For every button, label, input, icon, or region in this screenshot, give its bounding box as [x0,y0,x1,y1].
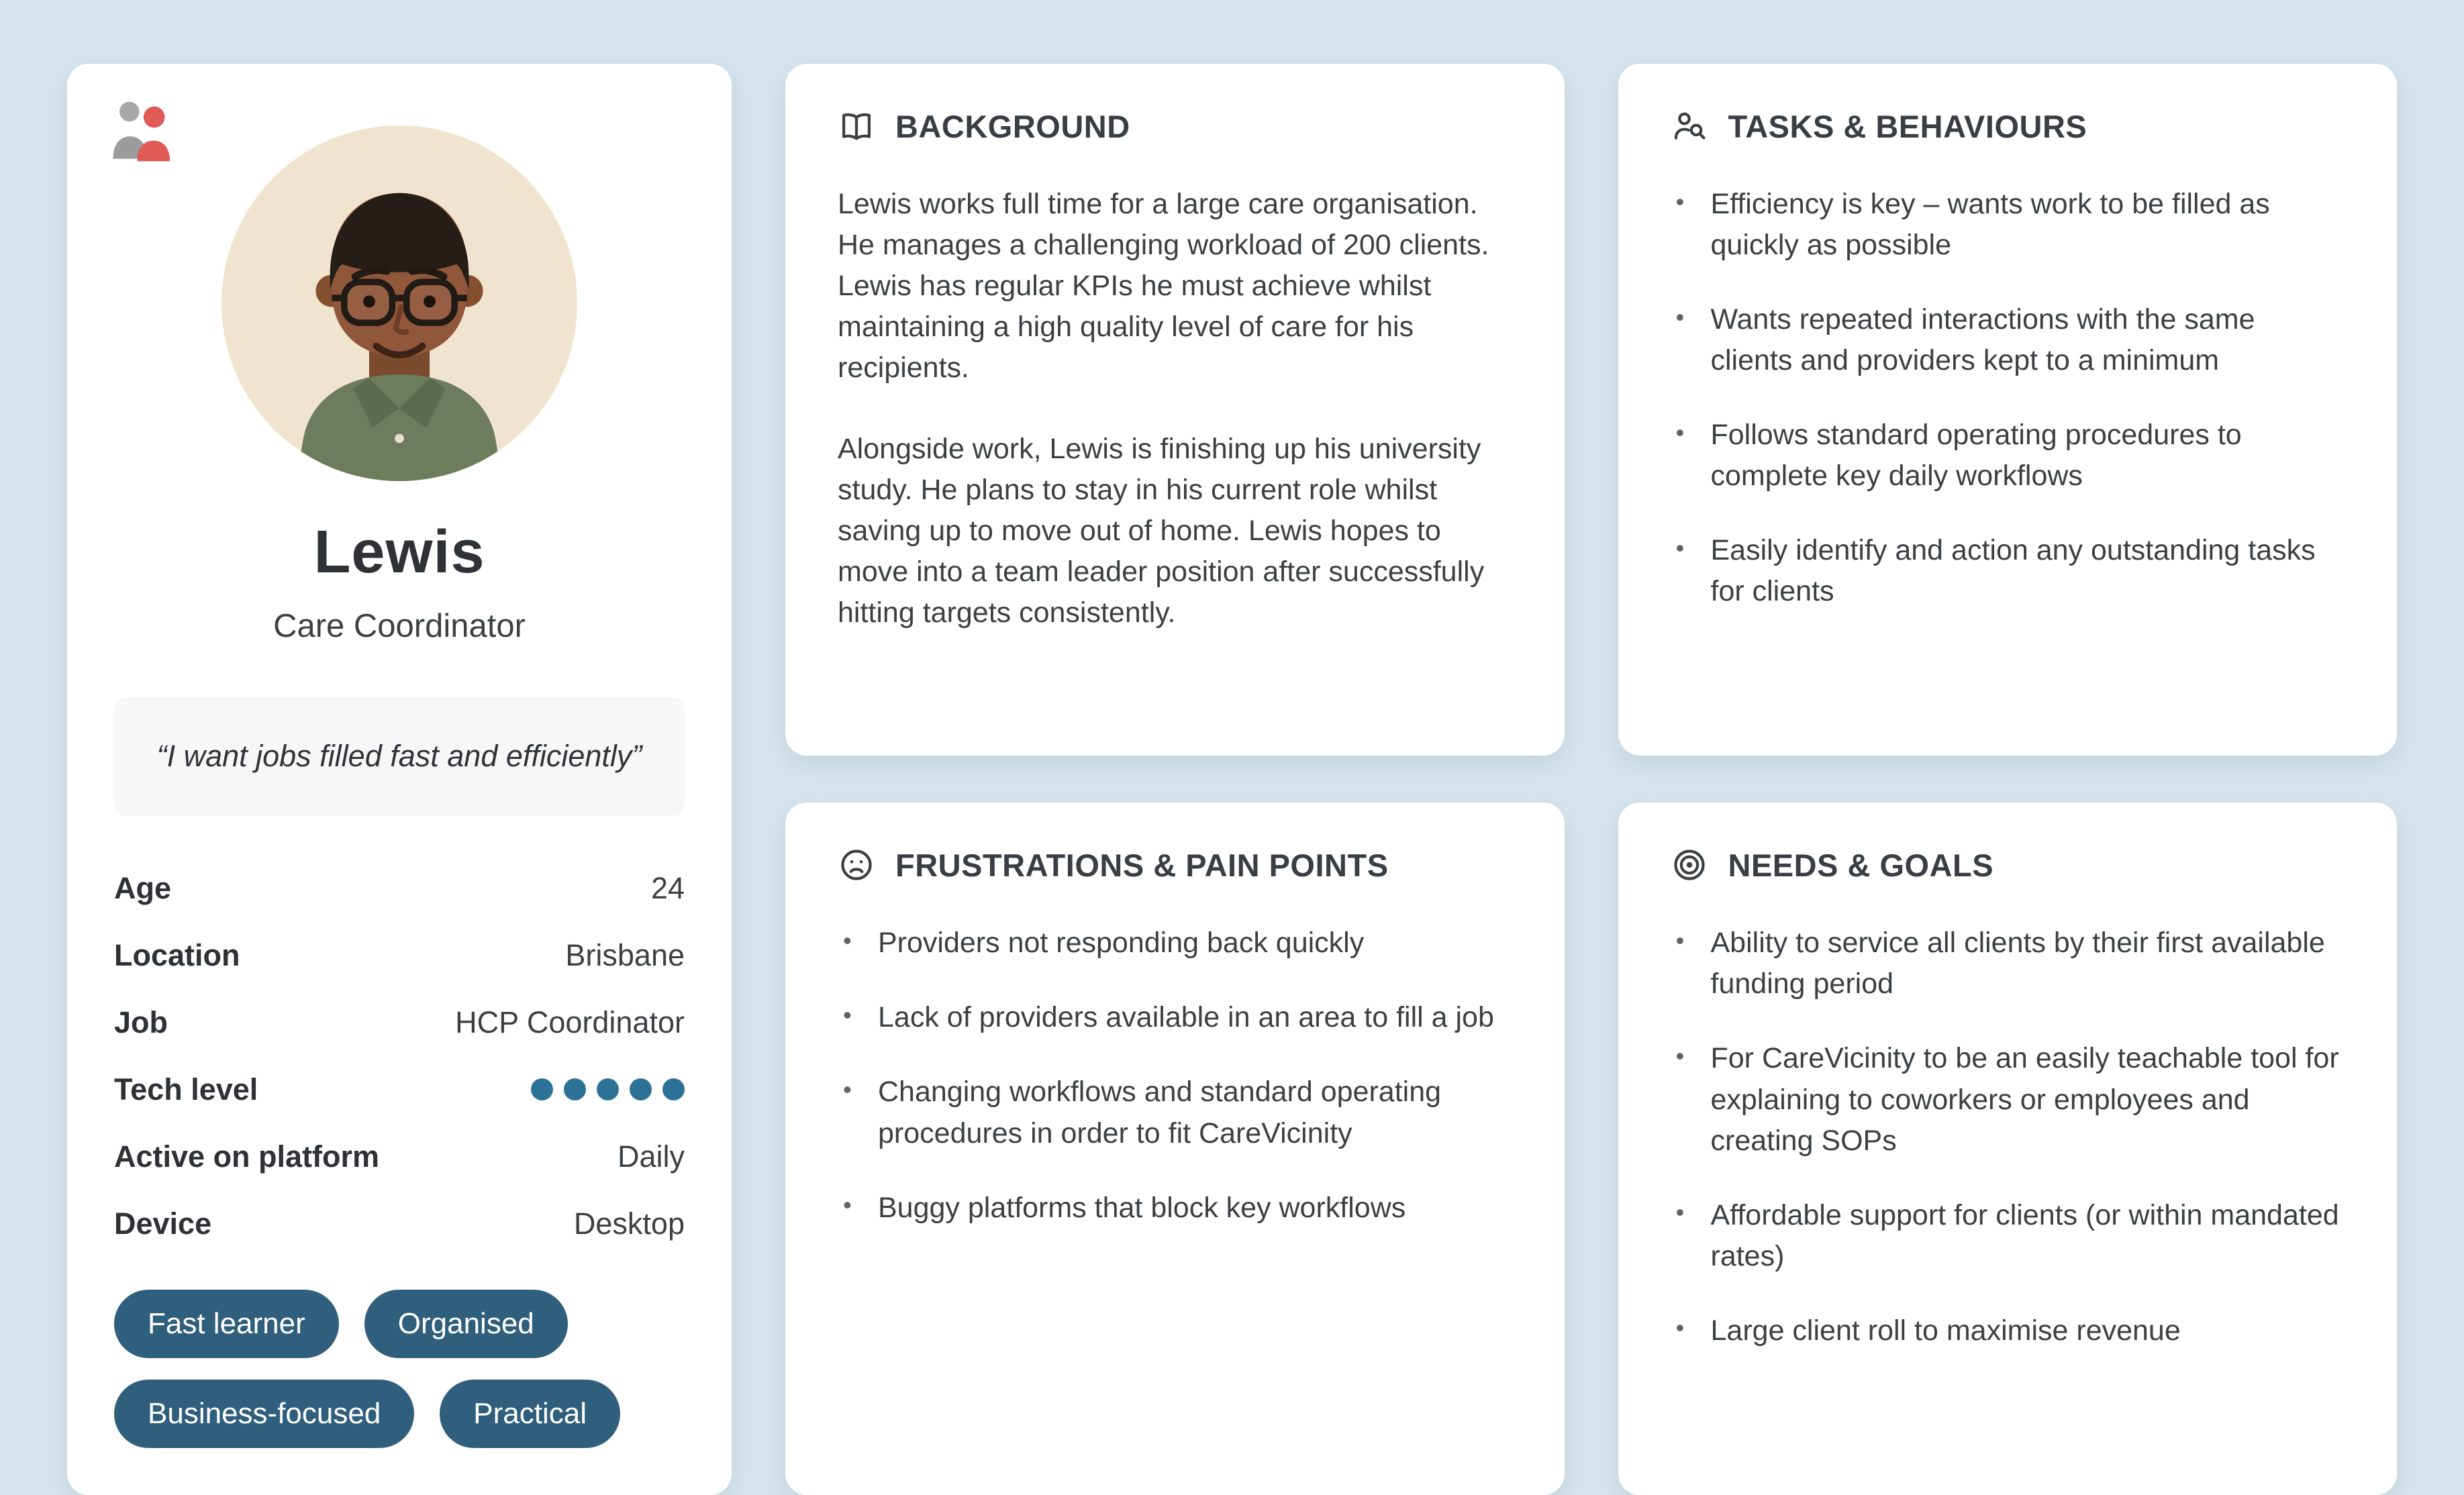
persona-name: Lewis [313,519,485,586]
attribute-label: Tech level [114,1072,258,1106]
card-title-text: BACKGROUND [895,108,1130,144]
tasks-bullet-list [1671,184,2345,612]
trait-tag-fast-learner: Fast learner [114,1290,339,1358]
background-card [785,64,1565,756]
attribute-list [114,855,685,1257]
bullet-item: • Follows standard operating procedures to complete key daily workflows [1671,415,2345,497]
needs-card [1618,803,2398,1494]
tasks-card-body [1671,184,2345,612]
needs-card-body [1671,923,2345,1351]
attribute-value: Brisbane [565,937,685,972]
attribute-value: Desktop [573,1206,685,1241]
attribute-row-job [114,989,685,1056]
persona-summary-card [67,64,732,1495]
needs-card-header [1671,846,2345,884]
bullet-item: • Easily identify and action any outstanding tasks for clients [1671,530,2345,612]
tasks-card-header [1671,107,2345,145]
middle-column [785,64,1565,1495]
person-search-icon [1671,107,1708,145]
brand-logo-icon [104,96,177,168]
card-title-text: NEEDS & GOALS [1728,847,1994,883]
attribute-row-tech-level [114,1056,685,1123]
bullet-item: • For CareVicinity to be an easily teachable tool for explaining to coworkers or employees and creating SOPs [1671,1038,2345,1161]
trait-tag-business-focused: Business-focused [114,1380,414,1448]
tech-level-dot [630,1078,652,1100]
attribute-value: Daily [617,1139,685,1174]
frustrations-card [785,803,1565,1494]
attribute-row-device [114,1190,685,1257]
background-card-body [838,184,1512,633]
bullet-item: • Lack of providers available in an area to fill a job [838,997,1512,1038]
tech-level-dots [531,1078,685,1100]
attribute-value: 24 [650,870,685,905]
bullet-item: • Ability to service all clients by their first available funding period [1671,923,2345,1004]
bullet-item: • Changing workflows and standard operating procedures in order to fit CareVicinity [838,1072,1512,1153]
attribute-label: Active on platform [114,1139,380,1174]
tech-level-dot [531,1078,553,1100]
attribute-value: HCP Coordinator [455,1004,685,1039]
trait-tag-list [114,1290,685,1448]
card-title-text: TASKS & BEHAVIOURS [1728,108,2087,144]
attribute-label: Job [114,1004,168,1039]
frustrations-card-header [838,846,1512,884]
tech-level-dot [564,1078,586,1100]
attribute-row-location [114,922,685,989]
tech-level-dot [597,1078,619,1100]
bullet-item: • Wants repeated interactions with the same clients and providers kept to a minimum [1671,299,2345,381]
card-title-text: FRUSTRATIONS & PAIN POINTS [895,847,1389,883]
bullet-item: • Efficiency is key – wants work to be filled as quickly as possible [1671,184,2345,266]
attribute-label: Age [114,870,172,905]
right-column [1618,64,2398,1495]
attribute-label: Location [114,937,240,972]
frustrations-bullet-list [838,923,1512,1228]
tasks-card [1618,64,2398,756]
bullet-item: • Large client roll to maximise revenue [1671,1310,2345,1351]
background-paragraph: Lewis works full time for a large care organisation. He manages a challenging workload of 200 clients. Lewis has regular KPIs he must achieve whilst maintaining a high quality level of care for his recipients. [838,188,1489,384]
background-card-header [838,107,1512,145]
trait-tag-organised: Organised [364,1290,568,1358]
tech-level-dot [662,1078,685,1100]
attribute-row-age [114,855,685,922]
persona-role: Care Coordinator [273,608,526,644]
needs-bullet-list [1671,923,2345,1351]
sad-face-icon [838,846,875,884]
persona-quote: “I want jobs filled fast and efficiently” [114,697,685,816]
background-paragraph: Alongside work, Lewis is finishing up his university study. He plans to stay in his current role whilst saving up to move out of home. Lewis hopes to move into a team leader position after successfully hitting targets consistently. [838,433,1485,629]
trait-tag-practical: Practical [440,1380,620,1448]
bullet-item: • Providers not responding back quickly [838,923,1512,964]
attribute-label: Device [114,1206,212,1241]
open-book-icon [838,107,875,145]
bullet-item: • Buggy platforms that block key workflows [838,1188,1512,1229]
bullet-item: • Affordable support for clients (or within mandated rates) [1671,1195,2345,1277]
frustrations-card-body [838,923,1512,1228]
avatar [114,125,685,481]
target-icon [1671,846,1708,884]
attribute-row-active-on-platform [114,1123,685,1190]
